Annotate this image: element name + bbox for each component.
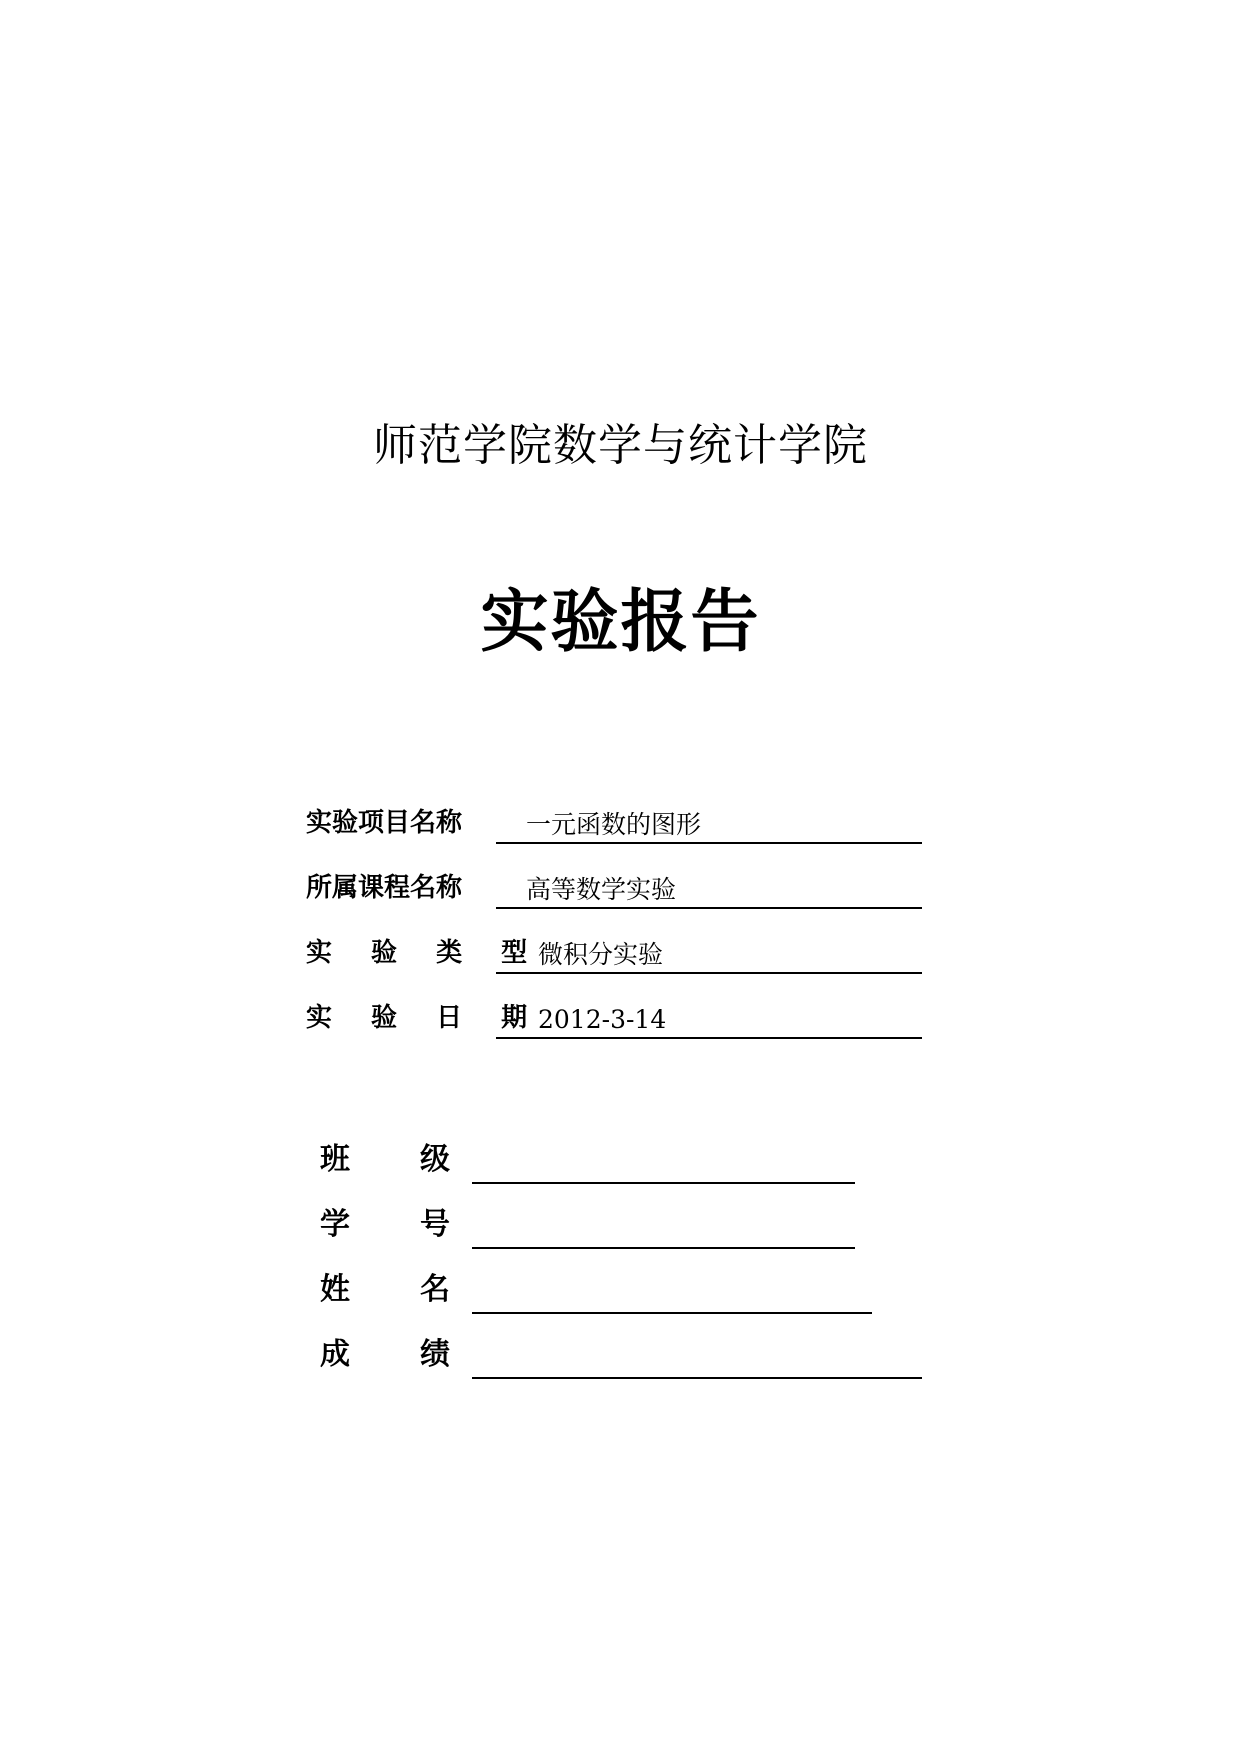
experiment-name-field	[496, 808, 922, 844]
name-field	[472, 1282, 872, 1314]
class-label-second: 级	[420, 1142, 450, 1177]
experiment-type-field	[496, 938, 922, 974]
name-label-second: 名	[420, 1272, 450, 1307]
experiment-type-value: 微积分实验	[538, 940, 664, 969]
grade-label-first: 成	[320, 1337, 350, 1372]
name-row	[320, 1270, 872, 1314]
experiment-name-value: 一元函数的图形	[526, 810, 702, 839]
experiment-date-label: 实 验 日 期	[306, 1003, 543, 1033]
experiment-name-label: 实验项目名称	[306, 808, 463, 838]
experiment-date-row	[306, 995, 922, 1039]
class-row	[320, 1140, 855, 1184]
grade-row	[320, 1335, 922, 1379]
course-name-row	[306, 865, 922, 909]
experiment-name-row	[306, 800, 922, 844]
course-name-value: 高等数学实验	[526, 875, 677, 904]
course-name-label: 所属课程名称	[306, 873, 463, 903]
student-id-field	[472, 1217, 855, 1249]
student-id-row	[320, 1205, 855, 1249]
experiment-type-label: 实 验 类 型	[306, 938, 543, 968]
course-name-field	[496, 873, 922, 909]
grade-field	[472, 1347, 922, 1379]
class-label-first: 班	[320, 1142, 350, 1177]
institution-name: 师范学院数学与统计学院	[373, 420, 868, 471]
name-label-first: 姓	[320, 1272, 350, 1307]
report-title: 实验报告	[480, 582, 761, 662]
experiment-date-value: 2012-3-14	[538, 1005, 667, 1034]
student-id-label-second: 号	[420, 1207, 450, 1242]
class-field	[472, 1152, 855, 1184]
student-id-label-first: 学	[320, 1207, 350, 1242]
experiment-date-field	[496, 1003, 922, 1039]
experiment-type-row	[306, 930, 922, 974]
grade-label-second: 绩	[420, 1337, 450, 1372]
